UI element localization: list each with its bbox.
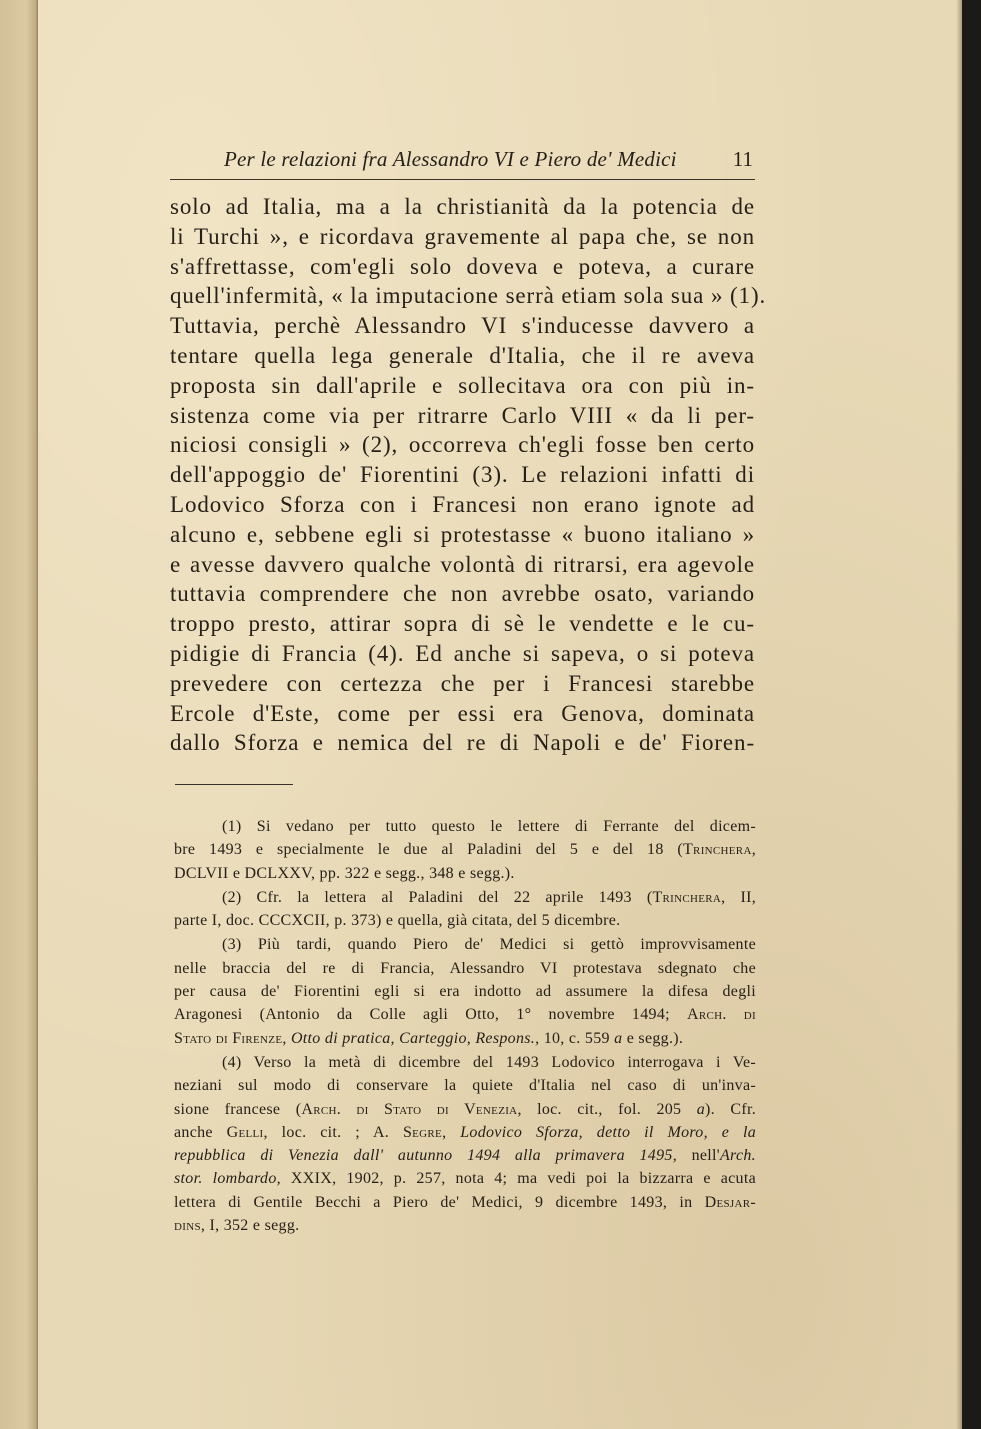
footnote-text: , 10, c. 559 xyxy=(535,1029,615,1047)
footnote-line: (1) Si vedano per tutto questo le lettere di Ferrante del dicem- xyxy=(222,818,756,835)
text-line: solo ad Italia, ma a la christianità da la potencia de xyxy=(170,194,755,219)
main-text xyxy=(170,192,767,758)
page-number: 11 xyxy=(732,147,753,171)
footnote-3 xyxy=(174,933,756,1049)
binding-gutter xyxy=(0,0,38,1429)
footnote-line: nelle braccia del re di Francia, Alessandro VI protestava sdegnato che xyxy=(174,959,756,977)
footnote-text: , loc. cit., fol. 205 xyxy=(517,1100,697,1118)
archive-name: Arch. di Stato di Venezia xyxy=(301,1100,518,1118)
footnote-4 xyxy=(174,1051,756,1237)
footnote-text: , xyxy=(442,1123,461,1141)
footnote-line xyxy=(174,1214,756,1237)
footnote-line: per causa de' Fiorentini egli si era indotto ad assumere la difesa degli xyxy=(174,983,756,1001)
citation-author: dins xyxy=(174,1217,201,1235)
citation-author: Trinchera xyxy=(682,841,752,859)
running-header xyxy=(170,143,755,180)
footnote-1 xyxy=(174,815,756,885)
footnote-line xyxy=(174,1167,756,1190)
footnote-line xyxy=(174,1144,756,1167)
footnote-line xyxy=(174,1191,756,1214)
footnote-2 xyxy=(174,886,756,933)
text-line: Ercole d'Este, come per essi era Genova, dominata xyxy=(170,700,755,726)
text-line: Tuttavia, perchè Alessandro VI s'inducesse davvero a xyxy=(170,313,755,339)
source-title: Arch. xyxy=(719,1147,756,1165)
text-line: alcuno e, sebbene egli si protestasse « buono italiano » xyxy=(170,521,755,547)
source-title: Otto di pratica, Carteggio, Respons. xyxy=(290,1029,536,1047)
running-title: Per le relazioni fra Alessandro VI e Piero de' Medici xyxy=(224,147,677,171)
text-line: sistenza come via per ritrarre Carlo VIII « da li per- xyxy=(170,402,755,428)
footnote-text: a xyxy=(614,1029,623,1047)
text-line: tentare quella lega generale d'Italia, che il re aveva xyxy=(170,342,755,368)
footnote-text: e segg.). xyxy=(622,1029,684,1047)
footnote-text: a xyxy=(696,1100,706,1118)
citation-author: Desjar- xyxy=(704,1193,756,1211)
text-line: tuttavia comprendere che non avrebbe osato, variando xyxy=(170,581,755,607)
footnote-text: , I, 352 e segg. xyxy=(200,1217,300,1235)
footnote-line xyxy=(174,838,756,861)
footnote-line xyxy=(174,1003,756,1026)
source-title: Lodovico Sforza, detto il Moro, e la xyxy=(460,1123,757,1141)
footnote-text: , xyxy=(751,841,756,859)
footnote-separator xyxy=(175,784,293,785)
footnote-text: sione francese ( xyxy=(174,1100,302,1118)
footnote-text: nell' xyxy=(677,1147,720,1165)
footnote-line: neziani sul modo di conservare la quiete d'Italia nel caso di un'inva- xyxy=(174,1077,756,1095)
source-title: stor. lombardo, xyxy=(174,1170,281,1188)
archive-name: Arch. di xyxy=(687,1006,756,1024)
source-title: repubblica di Venezia dall' autunno 1494 alla primavera 1495, xyxy=(174,1147,677,1165)
footnote-text: (2) Cfr. la lettera al Paladini del 22 aprile 1493 ( xyxy=(222,888,653,906)
footnote-line xyxy=(174,1121,756,1144)
footnote-line xyxy=(174,1098,756,1121)
footnotes xyxy=(174,815,756,1238)
footnote-text: lettera di Gentile Becchi a Piero de' Medici, 9 dicembre 1493, in xyxy=(174,1193,705,1211)
text-line: quell'infermità, « la imputacione serrà etiam sola sua » (1). xyxy=(170,283,767,309)
text-line: s'affrettasse, com'egli solo doveva e poteva, a curare xyxy=(170,253,755,279)
footnote-line: DCLVII e DCLXXV, pp. 322 e segg., 348 e segg.). xyxy=(174,864,515,882)
citation-author: Gelli xyxy=(226,1123,264,1141)
footnote-text: , loc. cit. ; A. xyxy=(263,1123,403,1141)
footnote-line xyxy=(174,886,756,909)
text-line: e avesse davvero qualche volontà di ritrarsi, era agevole xyxy=(170,551,755,577)
text-line: troppo presto, attirar sopra di sè le vendette e le cu- xyxy=(170,611,755,637)
footnote-text: XXIX, 1902, p. 257, nota 4; ma vedi poi la bizzarra e acuta xyxy=(280,1170,756,1188)
footnote-line: parte I, doc. CCCXCII, p. 373) e quella, già citata, del 5 dicembre. xyxy=(174,912,621,930)
page-edge-shadow xyxy=(956,0,962,1429)
citation-author: Trinchera xyxy=(652,888,722,906)
footnote-line xyxy=(174,1027,756,1050)
text-line: li Turchi », e ricordava gravemente al papa che, se non xyxy=(170,223,755,249)
citation-author: Segre xyxy=(402,1123,443,1141)
text-line: dell'appoggio de' Fiorentini (3). Le relazioni infatti di xyxy=(170,462,755,488)
footnote-text: anche xyxy=(174,1123,227,1141)
text-line: niciosi consigli » (2), occorreva ch'egli fosse ben certo xyxy=(170,432,755,458)
text-line: dallo Sforza e nemica del re di Napoli e de' Fioren- xyxy=(170,730,755,756)
footnote-text: bre 1493 e specialmente le due al Paladini del 5 e del 18 ( xyxy=(174,841,683,859)
footnote-text: Aragonesi (Antonio da Colle agli Otto, 1° novembre 1494; xyxy=(174,1006,687,1024)
footnote-text: , II, xyxy=(721,888,757,906)
text-line: Lodovico Sforza con i Francesi non erano ignote ad xyxy=(170,491,755,517)
text-line: proposta sin dall'aprile e sollecitava ora con più in- xyxy=(170,372,755,398)
text-line: pidigie di Francia (4). Ed anche si sapeva, o si poteva xyxy=(170,640,755,666)
text-line: prevedere con certezza che per i Francesi starebbe xyxy=(170,670,755,696)
footnote-text: ). Cfr. xyxy=(705,1100,756,1118)
archive-name: Stato di Firenze xyxy=(174,1029,283,1047)
footnote-line: (4) Verso la metà di dicembre del 1493 Lodovico interrogava i Ve- xyxy=(222,1053,756,1071)
footnote-text: , xyxy=(282,1029,291,1047)
footnote-line: (3) Più tardi, quando Piero de' Medici si gettò improvvisamente xyxy=(222,936,756,954)
